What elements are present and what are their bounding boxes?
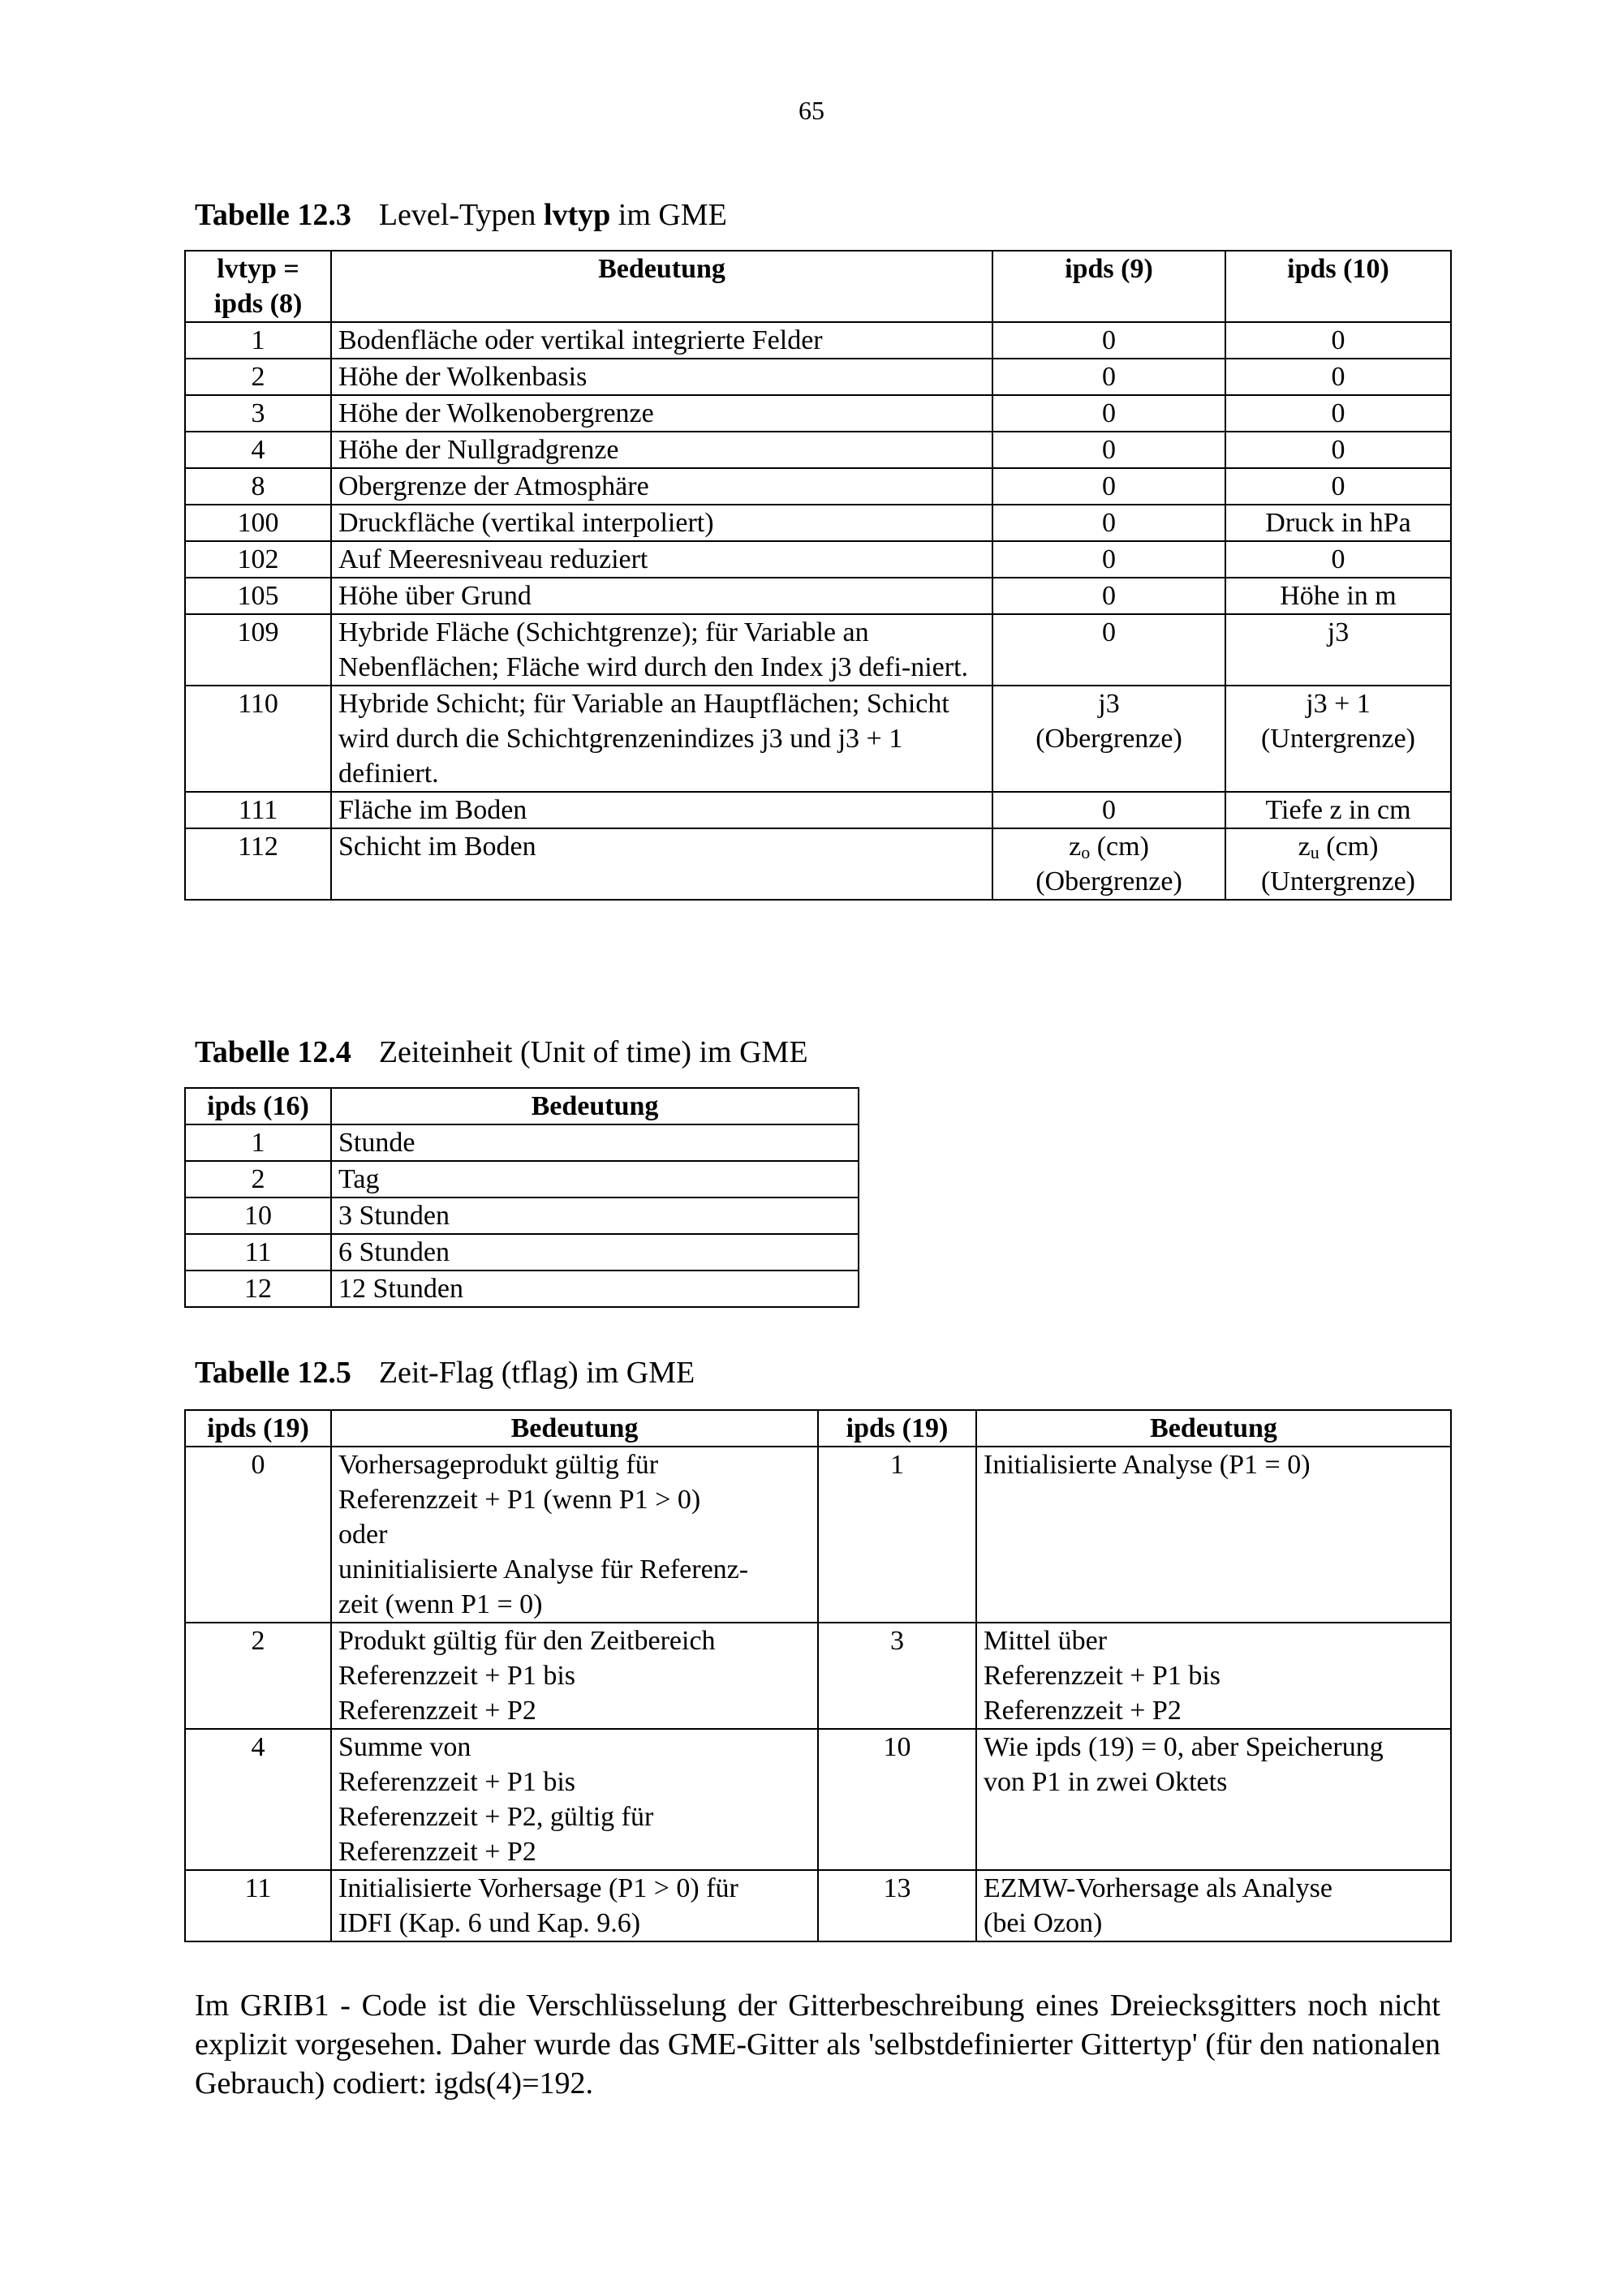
table1-cell: 0 (992, 541, 1225, 578)
table1-cell: Hybride Fläche (Schichtgrenze); für Variable an Nebenflächen; Fläche wird durch den Index j3 defi-niert. (331, 614, 992, 686)
table1-cell: 0 (992, 468, 1225, 505)
table3-caption-label: Tabelle 12.5 (195, 1356, 351, 1390)
table1-cell: 0 (992, 395, 1225, 432)
table2-row (185, 1124, 859, 1161)
table1-cell (992, 828, 1225, 900)
table1-row (185, 359, 1451, 395)
table3-caption-text: Zeit-Flag (tflag) im GME (378, 1356, 695, 1390)
table2-cell: 6 Stunden (331, 1234, 859, 1271)
table2-cell: 1 (185, 1124, 331, 1161)
table1-cell: Hybride Schicht; für Variable an Hauptflächen; Schicht wird durch die Schichtgrenzenindizes j3 und j3 + 1 definiert. (331, 686, 992, 792)
table1-cell: 0 (1225, 359, 1451, 395)
table1-depth-note: (Untergrenze) (1260, 866, 1416, 896)
table1-cell: 0 (992, 322, 1225, 359)
table3-cell: Produkt gültig für den Zeitbereich Referenzzeit + P1 bis Referenzzeit + P2 (331, 1623, 818, 1729)
table1-cell: 0 (992, 432, 1225, 468)
table1-cell: Höhe der Wolkenbasis (331, 359, 992, 395)
table1-cell: 102 (185, 541, 331, 578)
table3-cell: Vorhersageprodukt gültig für Referenzzeit + P1 (wenn P1 > 0) oder uninitialisierte Analyse für Referenz- zeit (wenn P1 = 0) (331, 1447, 818, 1623)
table1-depth-note: (Obergrenze) (1035, 866, 1182, 896)
table1-row (185, 322, 1451, 359)
table1-caption (195, 197, 727, 233)
table3-cell: 3 (818, 1623, 976, 1729)
table1-row (185, 828, 1451, 900)
table1-depth-subscript: o (1081, 842, 1091, 862)
table1-cell: 0 (1225, 322, 1451, 359)
table3-cell: Initialisierte Analyse (P1 = 0) (976, 1447, 1451, 1623)
table1-depth-subscript: u (1310, 842, 1319, 862)
table3-header-row (185, 1410, 1451, 1447)
table3-row (185, 1447, 1451, 1623)
table1-row (185, 505, 1451, 541)
table3-cell: 4 (185, 1729, 331, 1870)
table1-depth-unit: (cm) (1319, 832, 1379, 862)
table3-cell: Initialisierte Vorhersage (P1 > 0) für IDFI (Kap. 6 und Kap. 9.6) (331, 1870, 818, 1941)
table1-cell: Fläche im Boden (331, 792, 992, 828)
table3-cell: 13 (818, 1870, 976, 1941)
table2-caption (195, 1034, 808, 1070)
table1-cell: 110 (185, 686, 331, 792)
table1-cell: 105 (185, 578, 331, 614)
table2-cell: 11 (185, 1234, 331, 1271)
table2-header-row (185, 1088, 859, 1124)
table1-cell: 0 (992, 578, 1225, 614)
table2-cell: 12 (185, 1271, 331, 1307)
table1-cell: 0 (992, 359, 1225, 395)
table1-cell: 1 (185, 322, 331, 359)
table2-row (185, 1161, 859, 1197)
table1-depth-symbol: z (1298, 832, 1311, 862)
table1-cell: 0 (1225, 468, 1451, 505)
table2-header-cell: Bedeutung (331, 1088, 859, 1124)
table3-cell: Wie ipds (19) = 0, aber Speicherung von P1 in zwei Oktets (976, 1729, 1451, 1870)
table1-header-cell: Bedeutung (331, 251, 992, 322)
table1-caption-post: im GME (610, 198, 727, 232)
table2-caption-label: Tabelle 12.4 (195, 1035, 351, 1069)
table1-cell: 111 (185, 792, 331, 828)
table3-row (185, 1729, 1451, 1870)
table3-header-cell: ipds (19) (185, 1410, 331, 1447)
table3-cell: EZMW-Vorhersage als Analyse (bei Ozon) (976, 1870, 1451, 1941)
table1-cell: Höhe der Nullgradgrenze (331, 432, 992, 468)
table1-cell: Druck in hPa (1225, 505, 1451, 541)
table1-cell: Druckfläche (vertikal interpoliert) (331, 505, 992, 541)
table3-row (185, 1623, 1451, 1729)
table1-cell: j3 (Obergrenze) (992, 686, 1225, 792)
table1-cell: 0 (1225, 395, 1451, 432)
table2-cell: Stunde (331, 1124, 859, 1161)
table1-caption-label: Tabelle 12.3 (195, 198, 351, 232)
table1-cell: 8 (185, 468, 331, 505)
table1-cell: Höhe über Grund (331, 578, 992, 614)
table2-cell: 10 (185, 1197, 331, 1234)
table1-cell: Bodenfläche oder vertikal integrierte Felder (331, 322, 992, 359)
table2-row (185, 1197, 859, 1234)
table1-cell: Auf Meeresniveau reduziert (331, 541, 992, 578)
table1-row (185, 541, 1451, 578)
table2-header-cell: ipds (16) (185, 1088, 331, 1124)
table1-cell (1225, 828, 1451, 900)
table1-row (185, 395, 1451, 432)
table1-cell: 109 (185, 614, 331, 686)
table1-cell: j3 (1225, 614, 1451, 686)
table3-cell: 0 (185, 1447, 331, 1623)
table2-cell: Tag (331, 1161, 859, 1197)
table1-cell: Schicht im Boden (331, 828, 992, 900)
table1-row (185, 578, 1451, 614)
table1-cell: 0 (992, 792, 1225, 828)
table1-row (185, 792, 1451, 828)
table1-row (185, 468, 1451, 505)
table3-header-cell: Bedeutung (976, 1410, 1451, 1447)
table1-cell: 100 (185, 505, 331, 541)
table2-cell: 12 Stunden (331, 1271, 859, 1307)
table1-header-row (185, 251, 1451, 322)
table1-cell: Tiefe z in cm (1225, 792, 1451, 828)
table1-cell: Obergrenze der Atmosphäre (331, 468, 992, 505)
table1-caption-text (379, 198, 727, 232)
table1-cell: 0 (992, 614, 1225, 686)
table3-row (185, 1870, 1451, 1941)
table3-cell: 11 (185, 1870, 331, 1941)
table3-cell: 1 (818, 1447, 976, 1623)
table1-cell: Höhe in m (1225, 578, 1451, 614)
table3-cell: 10 (818, 1729, 976, 1870)
table1-cell: j3 + 1 (Untergrenze) (1225, 686, 1451, 792)
table1-row (185, 614, 1451, 686)
table1-cell: 0 (1225, 541, 1451, 578)
table1-caption-pre: Level-Typen (378, 198, 544, 232)
page-number: 65 (799, 96, 824, 125)
level-types-table (184, 250, 1452, 901)
table1-header-cell: ipds (10) (1225, 251, 1451, 322)
table3-header-cell: Bedeutung (331, 1410, 818, 1447)
table3-caption (195, 1355, 695, 1391)
table2-row (185, 1271, 859, 1307)
table2-cell: 2 (185, 1161, 331, 1197)
table1-cell: 3 (185, 395, 331, 432)
table1-cell: 0 (1225, 432, 1451, 468)
grib-paragraph: Im GRIB1 - Code ist die Verschlüsselung der Gitterbeschreibung eines Dreiecksgitters noch nicht explizit vorgesehen. Daher wurde das GME-Gitter als 'selbstdefinierter Gittertyp' (für den nationalen Gebrauch) codiert: igds(4)=192. (195, 1989, 1440, 2100)
time-unit-table (184, 1087, 859, 1308)
table1-cell: 112 (185, 828, 331, 900)
table1-row (185, 432, 1451, 468)
table3-header-cell: ipds (19) (818, 1410, 976, 1447)
table1-caption-bold: lvtyp (543, 198, 611, 232)
table1-cell: 4 (185, 432, 331, 468)
table1-depth-symbol: z (1069, 832, 1082, 862)
table3-cell: Summe von Referenzzeit + P1 bis Referenzzeit + P2, gültig für Referenzzeit + P2 (331, 1729, 818, 1870)
table1-depth-unit: (cm) (1090, 832, 1149, 862)
table1-cell: Höhe der Wolkenobergrenze (331, 395, 992, 432)
table3-cell: 2 (185, 1623, 331, 1729)
table1-cell: 2 (185, 359, 331, 395)
table1-cell: 0 (992, 505, 1225, 541)
table2-cell: 3 Stunden (331, 1197, 859, 1234)
table1-row (185, 686, 1451, 792)
table2-row (185, 1234, 859, 1271)
table1-header-cell: ipds (9) (992, 251, 1225, 322)
time-flag-table (184, 1409, 1452, 1942)
table3-cell: Mittel über Referenzzeit + P1 bis Referenzzeit + P2 (976, 1623, 1451, 1729)
table1-header-cell: lvtyp = ipds (8) (185, 251, 331, 322)
table2-caption-text: Zeiteinheit (Unit of time) im GME (378, 1035, 808, 1069)
